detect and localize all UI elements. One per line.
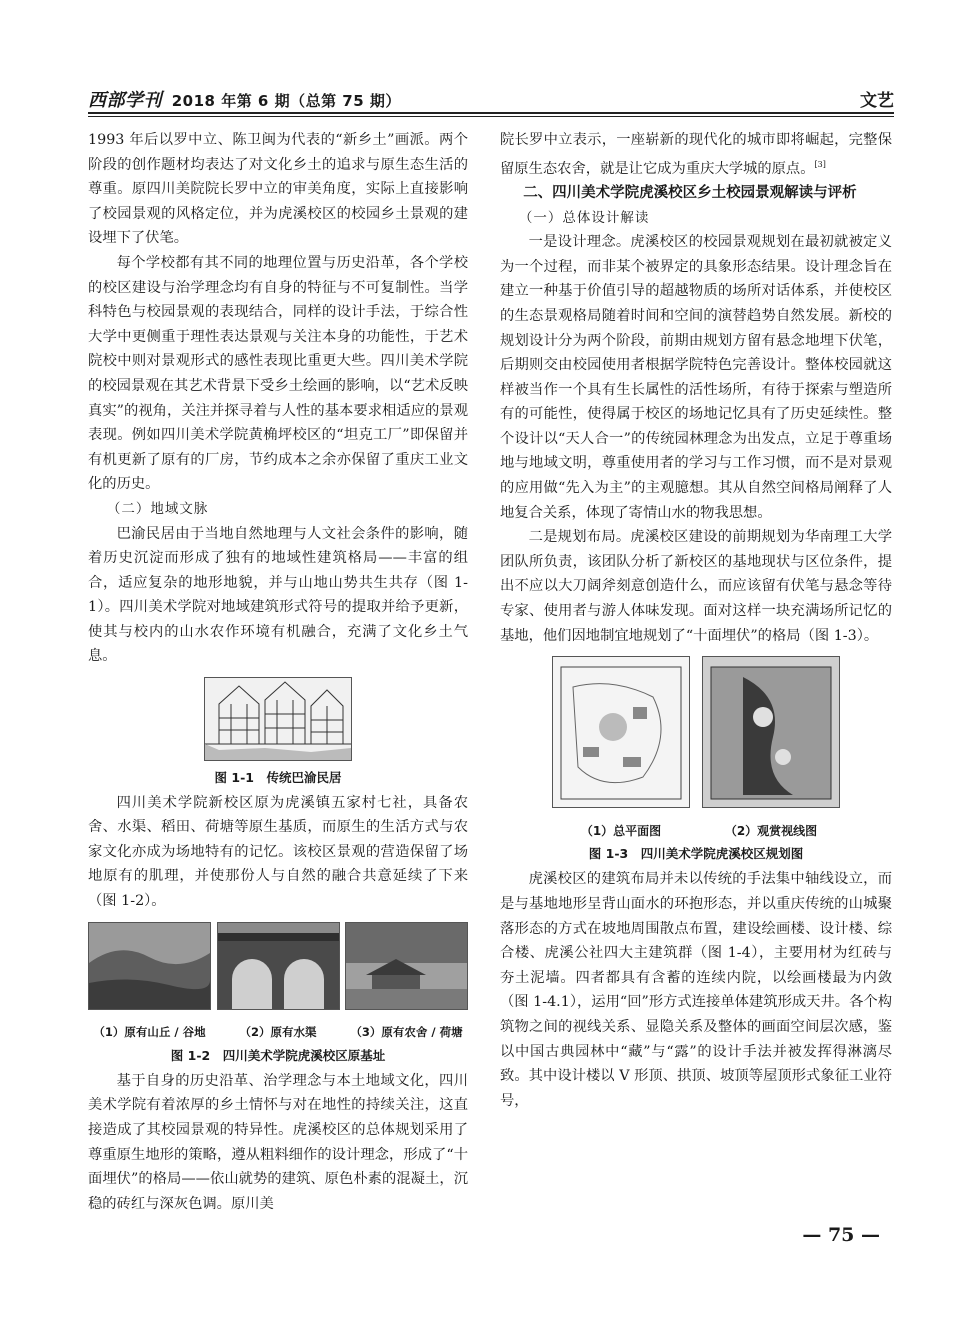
paragraph (500, 128, 892, 181)
figure-image-houses (204, 677, 352, 761)
paragraph: 一是设计理念。虎溪校区的校园景观规划在最初就被定义为一个过程，而非某个被界定的具象形态结果。设计理念旨在建立一种基于价值引导的超越物质的场所对话体系，并使校区的生态景观格局随着时间和空间的演替趋势自然发展。新校的规划设计分为两个阶段，前期由规划方留有悬念地埋下伏笔，后期则交由校园使用者根据学院特色完善设计。整体校园就这样被当作一个具有生长属性的活性场所，有待于探索与塑造所有的可能性，使得属于校区的场地记忆具有了历史延续性。整个设计以“天人合一”的传统园林理念为出发点，立足于尊重场地与地域文明，尊重使用者的学习与工作习惯，而不是对景观的应用做“先入为主”的主观臆想。其从自然空间格局阐释了人地复合关系，体现了寄情山水的物我思想。 (500, 234, 892, 521)
view-sight-graphic (703, 657, 839, 807)
figure-caption: 图 1-2 四川美术学院虎溪校区原基址 (170, 1047, 386, 1063)
figure-subcaption: （2）原有水渠 (239, 1025, 317, 1040)
figure-caption: 图 1-3 四川美术学院虎溪校区规划图 (588, 846, 804, 862)
subsection-heading: （二）地域文脉 (106, 500, 209, 517)
figure-1-2 (88, 922, 468, 1065)
page-number: — 75 — (802, 1224, 880, 1246)
figure-subcaption: （3）原有农舍 / 荷塘 (350, 1025, 463, 1040)
figure-subcaption: （1）总平面图 (580, 823, 662, 838)
figure-subcaption: （2）观赏视线图 (724, 823, 818, 838)
running-header (88, 86, 401, 112)
photo-aqueduct-graphic (218, 923, 339, 1009)
paragraph: 虎溪校区的建筑布局并未以传统的手法集中轴线设立，而是与基地地形呈背山面水的环抱形态，并以重庆传统的山城聚落形态的方式在坡地周围散点布置，建设绘画楼、设计楼、综合楼、虎溪公社四大主建筑群（图 1-4），主要用材为红砖与夯土泥墙。四者都具有含蓄的连续内院，以绘画楼最为内敛（图 1-4.1），运用“回”形方式连接单体建筑形成天井。各个构筑物之间的视线关系、显隐关系及整体的画面空间层次感，鉴以中国古典园林中“藏”与“露”的设计手法并被发挥得淋漓尽致。其中设计楼以 V 形顶、拱顶、坡顶等屋顶形式象征工业符号， (500, 871, 892, 1109)
traditional-houses-drawing (205, 678, 351, 760)
photo-hill-valley (88, 922, 211, 1010)
right-column (500, 128, 892, 1113)
paragraph: 巴渝民居由于当地自然地理与人文社会条件的影响，随着历史沉淀而形成了独有的地域性建筑格局——丰富的组合，适应复杂的地形地貌，并与山地山势共生共存（图 1-1）。四川美术学院对地域建筑形式符号的提取并给予更新，使其与校内的山水农作环境有机融合，充满了文化乡土气息。 (88, 525, 468, 665)
section-heading: 二、四川美术学院虎溪校区乡土校园景观解读与评析 (523, 184, 857, 201)
photo-farmhouse-pond-graphic (346, 923, 467, 1009)
paragraph: 基于自身的历史沿革、治学理念与本土地域文化，四川美术学院有着浓厚的乡土情怀与对在地性的持续关注，这直接造成了其校园景观的特异性。虎溪校区的总体规划采用了尊重原生地形的策略，遵从粗料细作的设计理念，形成了“十面埋伏”的格局——依山就势的建筑、原色朴素的混凝土，沉稳的砖红与深灰色调。原川美 (88, 1072, 468, 1212)
site-plan-graphic (553, 657, 689, 807)
figure-1-1 (88, 677, 468, 787)
paragraph: 每个学校都有其不同的地理位置与历史沿革，各个学校的校区建设与治学理念均有自身的特征与不可复制性。当学科特色与校园景观的表现结合，同样的设计手法，于综合性大学中更侧重于理性表达景观与关注本身的功能性，于艺术院校中则对景观形式的感性表现比重更大些。四川美术学院的校园景观在其艺术背景下受乡土绘画的影响，以“艺术反映真实”的视角，关注并探寻着与人性的基本要求相适应的景观表现。例如四川美术学院黄桷坪校区的“坦克工厂”即保留并有机更新了原有的厂房，节约成本之余亦保留了重庆工业文化的历史。 (88, 254, 468, 493)
paragraph: 四川美术学院新校区原为虎溪镇五家村七社，具备农舍、水渠、稻田、荷塘等原生基质，而原生的生活方式与农家文化亦成为场地特有的记忆。该校区景观的营造保留了场地原有的肌理，并使那份人与自然的融合共意延续了下来（图 1-2）。 (88, 794, 468, 910)
header-rule-thin (88, 116, 894, 117)
photo-hill-valley-graphic (89, 923, 210, 1009)
paragraph: 1993 年后以罗中立、陈卫闽为代表的“新乡土”画派。两个阶段的创作题材均表达了对文化乡土的追求与原生态生活的尊重。原四川美院院长罗中立的审美角度，实际上直接影响了校园景观的风格定位，并为虎溪校区的校园乡土景观的建设埋下了伏笔。 (88, 132, 468, 247)
issue-info: 2018 年第 6 期（总第 75 期） (171, 92, 401, 110)
left-column (88, 128, 468, 1216)
photo-aqueduct (217, 922, 340, 1010)
figure-caption: 图 1-1 传统巴渝民居 (214, 769, 342, 785)
photo-farmhouse-pond (345, 922, 468, 1010)
figure-subcaption: （1）原有山丘 / 谷地 (93, 1025, 206, 1040)
subsection-heading: （一）总体设计解读 (518, 209, 650, 226)
site-plan-image (552, 656, 690, 808)
reference-mark: [3] (814, 159, 826, 169)
figure-1-3 (500, 656, 892, 863)
journal-logo: 西部学刊 (88, 90, 162, 111)
view-sight-image (702, 656, 840, 808)
paragraph-text: 院长罗中立表示，一座崭新的现代化的城市即将崛起，完整保留原生态农舍，就是让它成为重庆大学城的原点。 (500, 132, 892, 177)
section-label: 文艺 (860, 91, 894, 111)
paragraph: 二是规划布局。虎溪校区建设的前期规划为华南理工大学团队所负责，该团队分析了新校区的基地现状与区位条件，提出不应以大刀阔斧刻意创造什么，而应该留有伏笔与悬念等待专家、使用者与游人体味发现。面对这样一块充满场所记忆的基地，他们因地制宜地规划了“十面埋伏”的格局（图 1-3）。 (500, 529, 892, 644)
header-rule (88, 112, 894, 114)
